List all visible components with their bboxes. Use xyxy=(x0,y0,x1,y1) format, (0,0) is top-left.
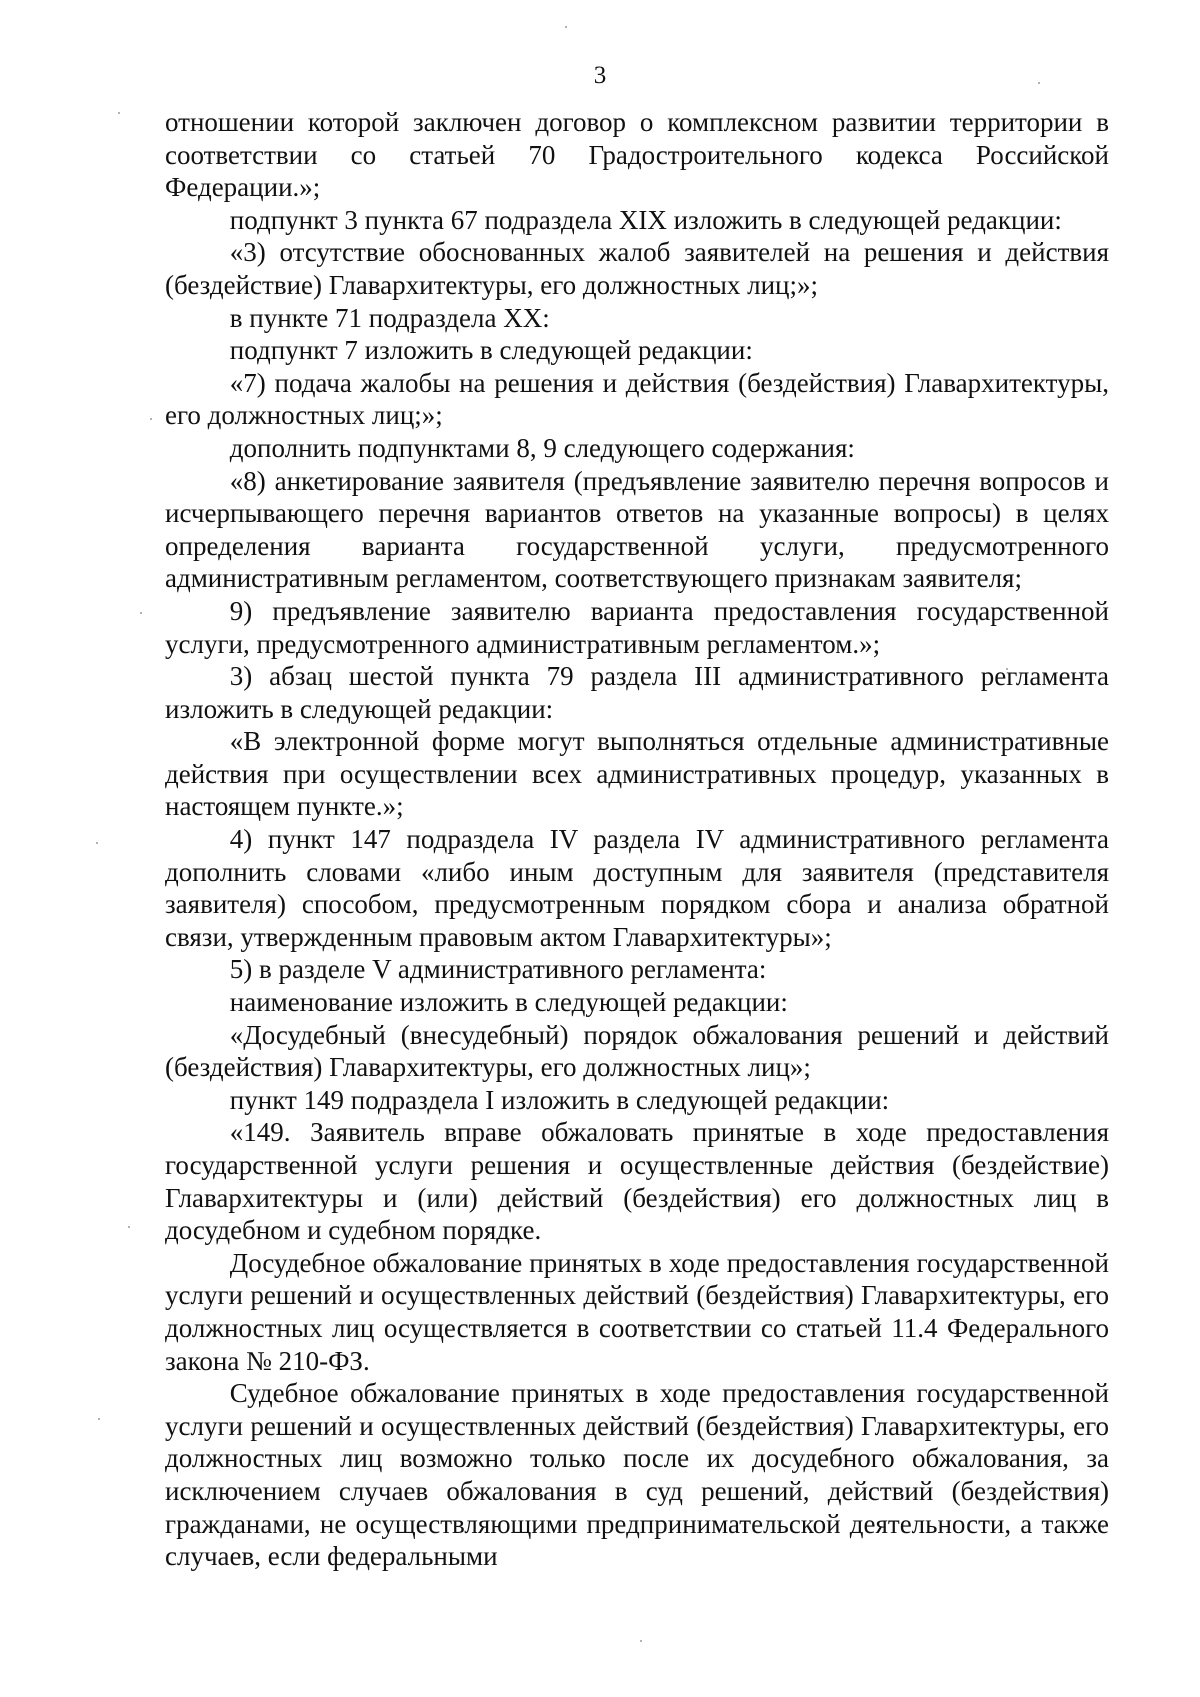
paragraph: Судебное обжалование принятых в ходе предоставления государственной услуги решений и осуществленных действий (бездействия) Главархитектуры, его должностных лиц возможно только после их досудебного обжалования, за исключением случаев обжалования в суд решений, действий (бездействия) гражданами, не осуществляющими предпринимательской деятельности, а также случаев, если федеральными xyxy=(165,1378,1109,1572)
paragraph: 5) в разделе V административного регламента: xyxy=(229,954,767,985)
paragraph: пункт 149 подраздела I изложить в следующей редакции: xyxy=(229,1084,890,1115)
scan-speck xyxy=(640,1640,642,1642)
paragraph: в пункте 71 подраздела XX: xyxy=(229,302,550,333)
scan-speck xyxy=(118,112,120,114)
paragraph: 3) абзац шестой пункта 79 раздела III административного регламента изложить в следующей редакции: xyxy=(165,661,1109,724)
paragraph: «7) подача жалобы на решения и действия (бездействия) Главархитектуры, его должностных лиц;»; xyxy=(165,367,1109,431)
paragraph: Досудебное обжалование принятых в ходе предоставления государственной услуги решений и осуществленных действий (бездействия) Главархитектуры, его должностных лиц осуществляется в соответствии со статьей 11.4 Федерального закона № 210-ФЗ. xyxy=(165,1247,1109,1376)
paragraph: подпункт 3 пункта 67 подраздела XIX изложить в следующей редакции: xyxy=(229,204,1062,235)
scan-speck xyxy=(140,612,142,614)
paragraph: отношении которой заключен договор о комплексном развитии территории в соответствии со статьей 70 Градостроительного кодекса Российской Федерации.»; xyxy=(165,107,1109,203)
paragraph: 9) предъявление заявителю варианта предоставления государственной услуги, предусмотренного административным регламентом.»; xyxy=(165,595,1109,659)
scan-speck xyxy=(98,1418,100,1420)
paragraph: «В электронной форме могут выполняться отдельные административные действия при осуществлении всех административных процедур, указанных в настоящем пункте.»; xyxy=(165,726,1109,822)
paragraph: «3) отсутствие обоснованных жалоб заявителей на решения и действия (бездействие) Главархитектуры, его должностных лиц;»; xyxy=(165,237,1109,300)
scan-speck xyxy=(96,842,98,844)
paragraph: наименование изложить в следующей редакции: xyxy=(229,987,788,1018)
paragraph: «8) анкетирование заявителя (предъявление заявителю перечня вопросов и исчерпывающего перечня вариантов ответов на указанные вопросы) в целях определения варианта государственной услуги, предусмотренного административным регламентом, соответствующего признакам заявителя; xyxy=(165,465,1109,594)
document-body xyxy=(165,106,1109,1573)
scan-speck xyxy=(128,1226,130,1228)
paragraph: 4) пункт 147 подраздела IV раздела IV административного регламента дополнить словами «либо иным доступным для заявителя (представителя заявителя) способом, предусмотренным порядком сбора и анализа обратной связи, утвержденным правовым актом Главархитектуры»; xyxy=(165,824,1109,952)
page-number: 3 xyxy=(593,62,607,89)
paragraph: подпункт 7 изложить в следующей редакции: xyxy=(229,335,753,366)
paragraph: «149. Заявитель вправе обжаловать принятые в ходе предоставления государственной услуги решения и осуществленные действия (бездействие) Главархитектуры и (или) действий (бездействия) его должностных лиц в досудебном и судебном порядке. xyxy=(165,1117,1109,1246)
paragraph: дополнить подпунктами 8, 9 следующего содержания: xyxy=(229,432,855,463)
scan-speck xyxy=(565,26,567,28)
paragraph: «Досудебный (внесудебный) порядок обжалования решений и действий (бездействия) Главархитектуры, его должностных лиц»; xyxy=(165,1019,1109,1083)
scan-speck xyxy=(150,418,152,420)
